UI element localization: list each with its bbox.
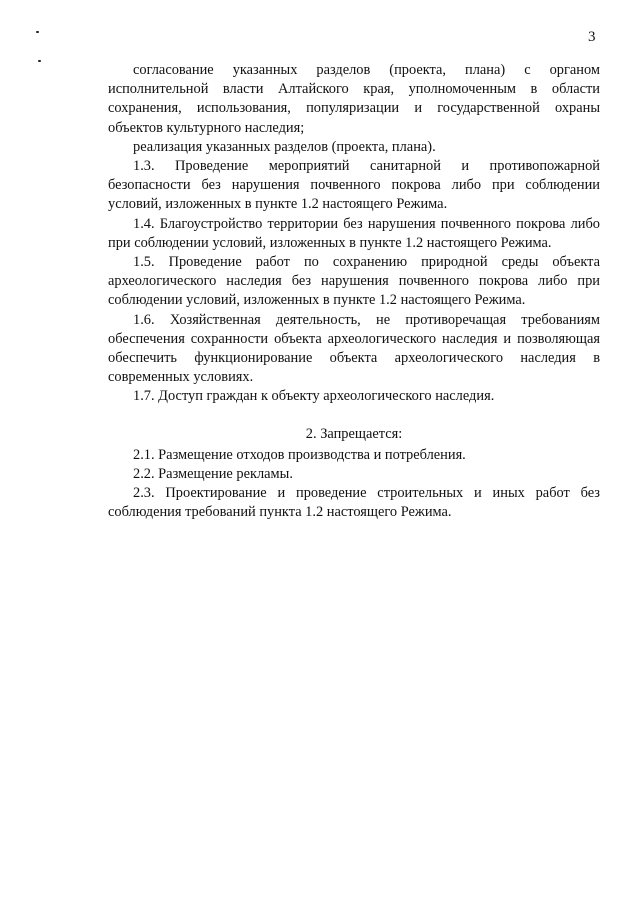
paragraph: 1.5. Проведение работ по сохранению природной среды объекта археологического наследия без нарушения почвенного покрова либо при соблюдении условий, изложенных в пункте 1.2 настоящего Режима. <box>108 254 600 309</box>
paragraph: 1.3. Проведение мероприятий санитарной и противопожарной безопасности без нарушения почвенного покрова либо при соблюдении условий, изложенных в пункте 1.2 настоящего Режима. <box>108 158 600 213</box>
paragraph: 1.7. Доступ граждан к объекту археологического наследия. <box>133 388 495 405</box>
paragraph: 1.4. Благоустройство территории без нарушения почвенного покрова либо при соблюдении условий, изложенных в пункте 1.2 настоящего Режима. <box>108 215 600 251</box>
paragraph: реализация указанных разделов (проекта, плана). <box>133 138 436 155</box>
scan-speck <box>36 31 39 33</box>
list-item: 2.3. Проектирование и проведение строительных и иных работ без соблюдения требований пункта 1.2 настоящего Режима. <box>108 485 600 521</box>
paragraph: 1.6. Хозяйственная деятельность, не противоречащая требованиям обеспечения сохранности объекта археологического наследия и позволяющая обеспечить функционирование объекта археологического наследия в современных условиях. <box>108 311 600 386</box>
page-number: 3 <box>588 29 596 45</box>
document-body <box>108 61 600 523</box>
list-item: 2.2. Размещение рекламы. <box>133 466 293 483</box>
list-item: 2.1. Размещение отходов производства и потребления. <box>133 446 466 463</box>
scan-speck <box>38 60 41 62</box>
paragraph: согласование указанных разделов (проекта, плана) с органом исполнительной власти Алтайского края, уполномоченным в области сохранения, использования, популяризации и государственной охраны объектов культурного наследия; <box>108 62 600 136</box>
section-heading: 2. Запрещается: <box>305 425 403 442</box>
